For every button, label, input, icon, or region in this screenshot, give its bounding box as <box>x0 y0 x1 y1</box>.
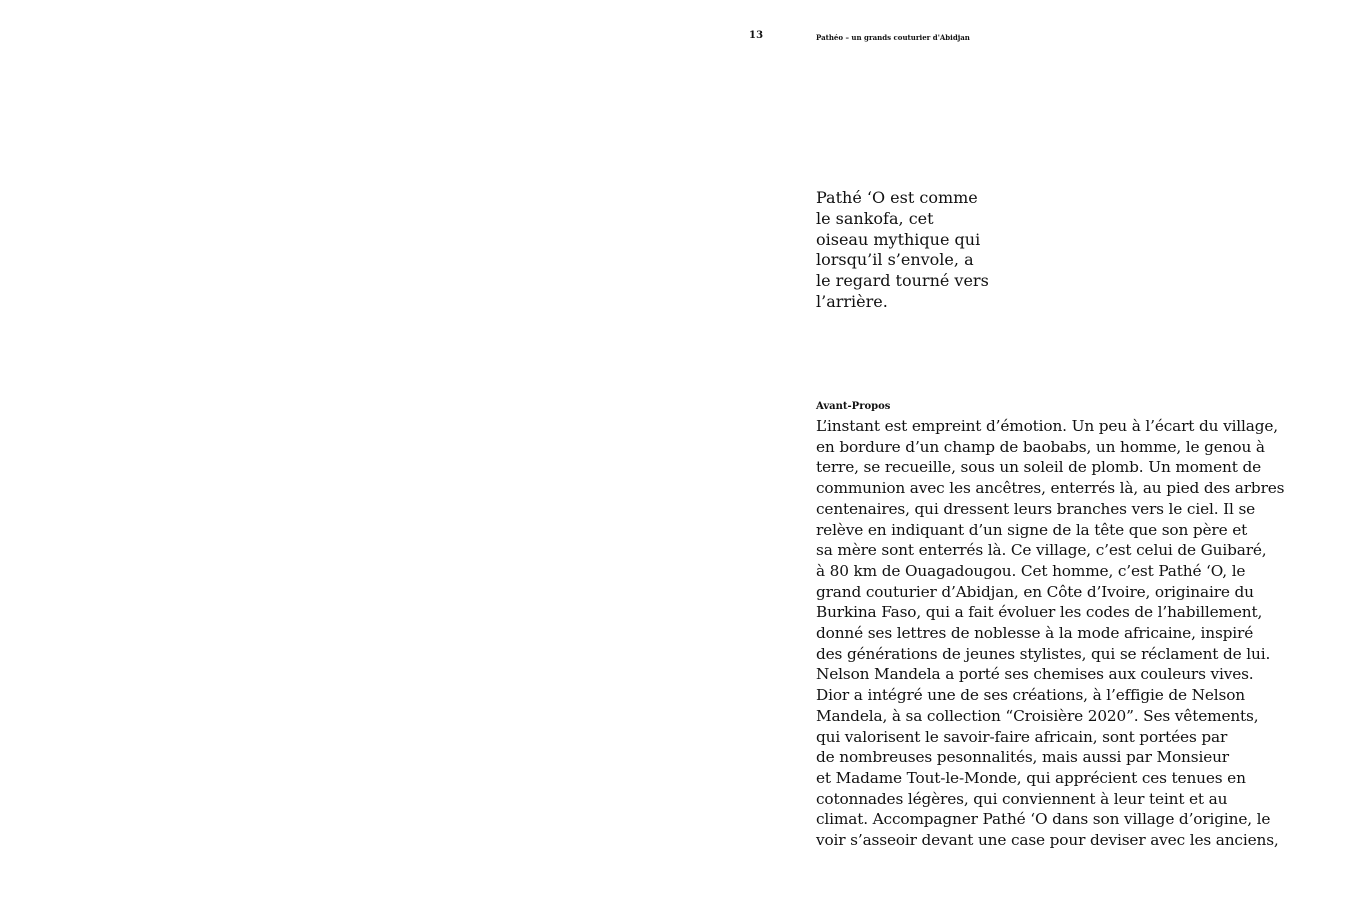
body-line: terre, se recueille, sous un soleil de plomb. Un moment de <box>816 458 1262 477</box>
body-line: et Madame Tout-le-Monde, qui apprécient ces tenues en <box>816 768 1246 787</box>
pull-quote-line: l’arrière. <box>816 291 888 311</box>
body-line: sa mère sont enterrés là. Ce village, c’est celui de Guibaré, <box>816 541 1267 560</box>
running-header: Pathéo – un grands couturier d'Abidjan <box>816 33 970 42</box>
body-line: donné ses lettres de noblesse à la mode africaine, inspiré <box>816 624 1254 643</box>
body-line: en bordure d’un champ de baobabs, un homme, le genou à <box>816 437 1265 456</box>
body-line: Nelson Mandela a porté ses chemises aux couleurs vives. <box>816 665 1254 684</box>
body-text <box>816 416 1356 851</box>
pull-quote-line: le sankofa, cet <box>816 208 934 228</box>
body-line: des générations de jeunes stylistes, qui se réclament de lui. <box>816 644 1271 663</box>
body-line: voir s’asseoir devant une case pour deviser avec les anciens, <box>816 831 1279 850</box>
body-line: centenaires, qui dressent leurs branches vers le ciel. Il se <box>816 499 1256 518</box>
pull-quote-line: Pathé ‘O est comme <box>816 188 978 207</box>
body-line: communion avec les ancêtres, enterrés là, au pied des arbres <box>816 479 1285 498</box>
body-line: cotonnades légères, qui conviennent à leur teint et au <box>816 789 1228 808</box>
body-line: climat. Accompagner Pathé ‘O dans son village d’origine, le <box>816 810 1271 829</box>
pull-quote-line: oiseau mythique qui <box>816 229 981 249</box>
pull-quote <box>816 188 1036 313</box>
body-line: grand couturier d’Abidjan, en Côte d’Ivoire, originaire du <box>816 582 1254 601</box>
body-line: de nombreuses pesonnalités, mais aussi par Monsieur <box>816 748 1229 767</box>
body-line: qui valorisent le savoir-faire africain, sont portées par <box>816 727 1228 746</box>
body-line: Mandela, à sa collection “Croisière 2020”. Ses vêtements, <box>816 706 1259 725</box>
body-line: L’instant est empreint d’émotion. Un peu à l’écart du village, <box>816 417 1279 435</box>
pull-quote-line: le regard tourné vers <box>816 271 989 291</box>
page-number: 13 <box>749 30 764 41</box>
pull-quote-line: lorsqu’il s’envole, a <box>816 250 974 270</box>
body-line: Dior a intégré une de ses créations, à l’effigie de Nelson <box>816 686 1246 705</box>
body-line: relève en indiquant d’un signe de la tête que son père et <box>816 520 1248 539</box>
section-heading: Avant-Propos <box>816 401 891 412</box>
body-line: à 80 km de Ouagadougou. Cet homme, c’est Pathé ‘O, le <box>816 561 1246 580</box>
body-line: Burkina Faso, qui a fait évoluer les codes de l’habillement, <box>816 603 1263 622</box>
